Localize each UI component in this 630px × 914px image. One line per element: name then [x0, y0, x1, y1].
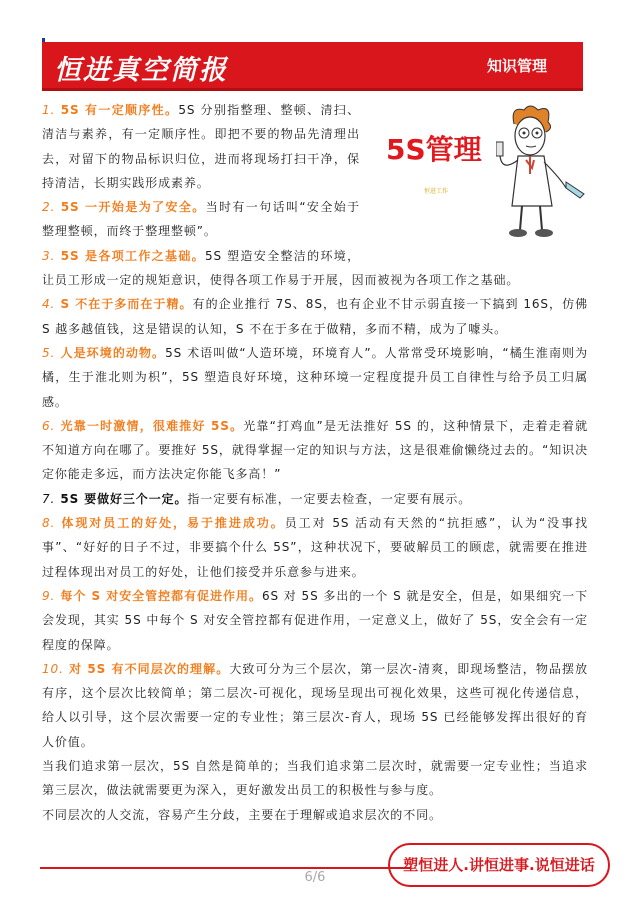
list-item: 9. 每个 S 对安全管控都有促进作用。6S 对 5S 多出的一个 S 就是安全，但是，如果细究一下会发现，其实 5S 中每个 S 对安全管控都有促进作用，一定意义上，做好了 5S，安全会有一定程度的保障。 — [42, 588, 588, 652]
page-number: 6/6 — [304, 870, 326, 885]
list-item: 4. S 不在于多而在于精。有的企业推行 7S、8S，也有企业不甘示弱直接一下搞到 16S，仿佛 S 越多越值钱，这是错误的认知，S 不在于多在于做精，多而不精，成为了噱头。 — [42, 297, 589, 336]
footer-divider — [40, 867, 410, 869]
header-banner — [42, 42, 583, 88]
illustration-mark: 恒进工作 — [424, 188, 449, 195]
list-item: 8. 体现对员工的好处，易于推进成功。员工对 5S 活动有天然的“抗拒感”，认为“没事找事”、“好好的日子不过，非要搞个什么 5S”，这种状况下，要破解员工的顾虑，就需要在推进过程体现出对员工的好处，让他们接受并乐意参与进来。 — [42, 516, 588, 579]
list-item: 5. 人是环境的动物。5S 术语叫做“人造环境，环境育人”。人常常受环境影响，“橘生淮南则为橘，生于淮北则为枳”，5S 塑造良好环境，这种环境一定程度提升员工自律性与给予员工归属感。 — [42, 345, 589, 409]
article-body — [42, 98, 588, 827]
closing-paragraph: 不同层次的人交流，容易产生分歧，主要在于理解或追求层次的不同。 — [42, 807, 442, 822]
section-label: 知识管理 — [486, 57, 547, 75]
scientist-icon — [496, 102, 588, 240]
5s-illustration — [368, 98, 588, 244]
illustration-title: 5S管理 — [386, 133, 482, 166]
closing-paragraph: 当我们追求第一层次，5S 自然是简单的；当我们追求第二层次时，就需要一定专业性；当追求第三层次，做法就需要更为深入，更好激发出员工的积极性与参与度。 — [42, 759, 588, 798]
slogan-text: 塑恒进人.讲恒进事.说恒进话 — [403, 856, 595, 874]
list-item: 10. 对 5S 有不同层次的理解。大致可分为三个层次，第一层次-清爽，即现场整洁，物品摆放有序，这个层次比较简单；第二层次-可视化，现场呈现出可视化效果，这些可视化传递信息，给人以引导，这个层次需要一定的专业性；第三层次-育人，现场 5S 已经能够发挥出很好的育人价值。 — [42, 661, 589, 749]
masthead-title: 恒进真空简报 — [54, 55, 228, 86]
list-item: 6. 光靠一时激情，很难推好 5S。光靠“打鸡血”是无法推好 5S 的，这种情景下，走着走着就不知道方向在哪了。要推好 5S，就得掌握一定的知识与方法，这是很难偷懒绕过去的。“知识决定你能走多远，而方法决定你能飞多高！” — [42, 418, 589, 482]
banner-shadow — [42, 88, 583, 91]
list-item: 2. 5S 一开始是为了安全。当时有一句话叫“安全始于整理整顿，而终于整理整顿”。 — [42, 200, 360, 239]
list-item: 7. 5S 要做好三个一定。指一定要有标准，一定要去检查，一定要有展示。 — [42, 491, 472, 506]
list-item: 1. 5S 有一定顺序性。5S 分别指整理、整顿、清扫、清洁与素养，有一定顺序性。即把不要的物品先清理出去，对留下的物品标识归位，进而将现场打扫干净，保持清洁，长期实践形成素养。 — [42, 103, 361, 190]
list-item: 3. 5S 是各项工作之基础。5S 塑造安全整洁的环境，让员工形成一定的规矩意识，使得各项工作易于开展，因而被视为各项工作之基础。 — [42, 248, 520, 288]
